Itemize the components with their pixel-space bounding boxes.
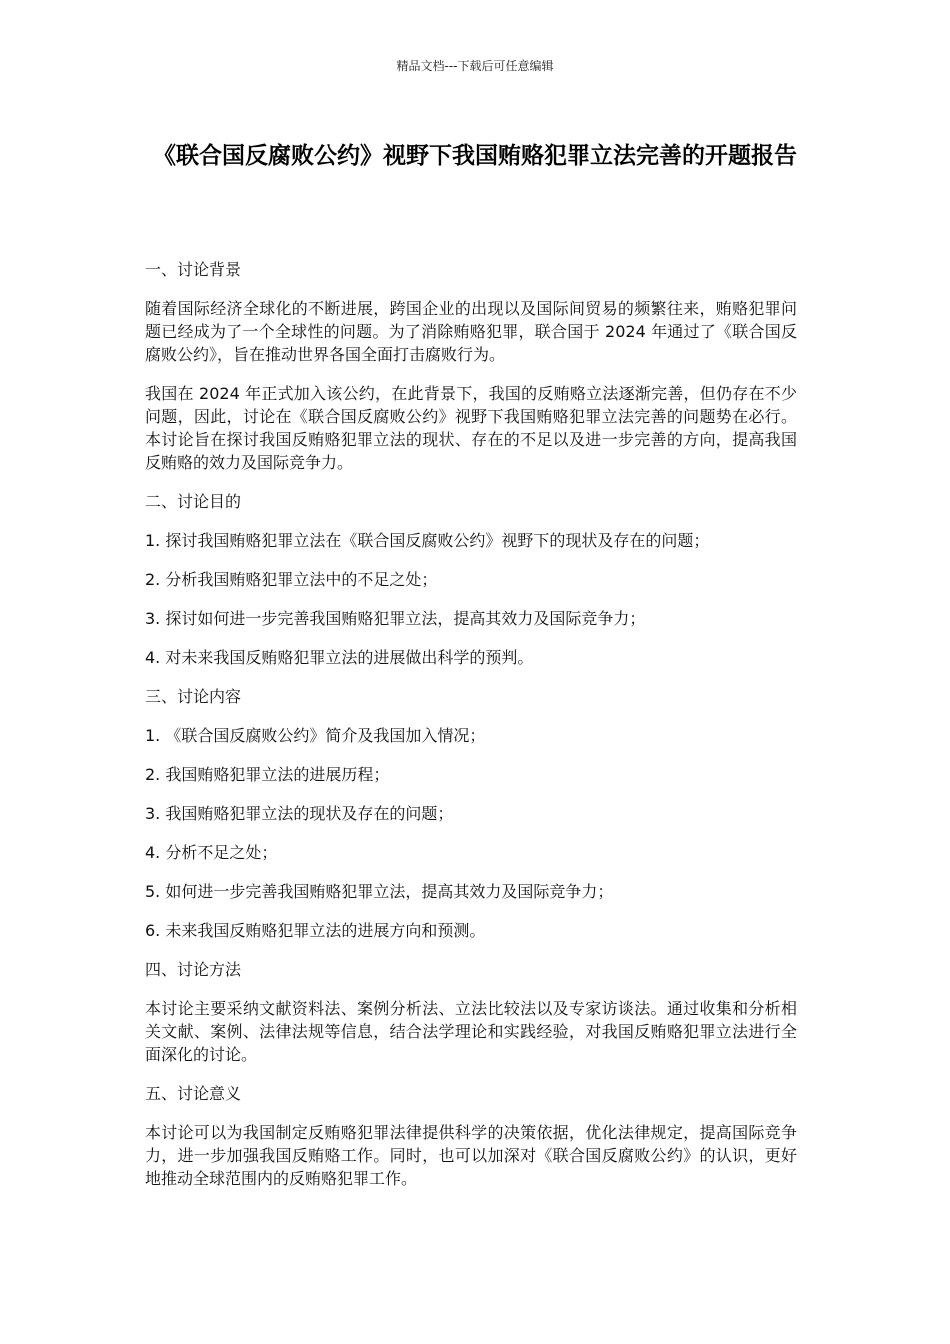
section-heading-purpose: 二、讨论目的 bbox=[145, 492, 242, 511]
purpose-item: 3. 探讨如何进一步完善我国贿赂犯罪立法，提高其效力及国际竞争力； bbox=[145, 609, 646, 628]
significance-paragraph: 本讨论可以为我国制定反贿赂犯罪法律提供科学的决策依据，优化法律规定，提高国际竞争力，进一步加强我国反贿赂工作。同时，也可以加深对《联合国反腐败公约》的认识，更好地推动全球范围内的反贿赂犯罪工作。 bbox=[145, 1123, 797, 1188]
background-paragraph-2: 我国在 2024 年正式加入该公约，在此背景下，我国的反贿赂立法逐渐完善，但仍存在不少问题，因此，讨论在《联合国反腐败公约》视野下我国贿赂犯罪立法完善的问题势在必行。本讨论旨在探讨我国反贿赂犯罪立法的现状、存在的不足以及进一步完善的方向，提高我国反贿赂的效力及国际竞争力。 bbox=[145, 384, 797, 472]
purpose-item: 4. 对未来我国反贿赂犯罪立法的进展做出科学的预判。 bbox=[145, 648, 534, 667]
section-heading-method: 四、讨论方法 bbox=[145, 960, 242, 979]
purpose-item: 2. 分析我国贿赂犯罪立法中的不足之处； bbox=[145, 570, 438, 589]
content-item: 5. 如何进一步完善我国贿赂犯罪立法，提高其效力及国际竞争力； bbox=[145, 882, 614, 901]
document-body bbox=[145, 258, 797, 1206]
content-item: 2. 我国贿赂犯罪立法的进展历程； bbox=[145, 765, 390, 784]
content-item: 1. 《联合国反腐败公约》简介及我国加入情况； bbox=[145, 726, 486, 745]
content-item: 6. 未来我国反贿赂犯罪立法的进展方向和预测。 bbox=[145, 921, 486, 940]
section-heading-content: 三、讨论内容 bbox=[145, 687, 242, 706]
content-item: 4. 分析不足之处； bbox=[145, 843, 278, 862]
header-note: 精品文档---下载后可任意编辑 bbox=[396, 59, 554, 73]
method-paragraph: 本讨论主要采纳文献资料法、案例分析法、立法比较法以及专家访谈法。通过收集和分析相关文献、案例、法律法规等信息，结合法学理论和实践经验，对我国反贿赂犯罪立法进行全面深化的讨论。 bbox=[145, 999, 797, 1064]
purpose-item: 1. 探讨我国贿赂犯罪立法在《联合国反腐败公约》视野下的现状及存在的问题； bbox=[145, 531, 710, 550]
page-title: 《联合国反腐败公约》视野下我国贿赂犯罪立法完善的开题报告 bbox=[153, 143, 797, 169]
section-heading-background: 一、讨论背景 bbox=[145, 260, 242, 279]
section-heading-significance: 五、讨论意义 bbox=[145, 1084, 242, 1103]
background-paragraph-1: 随着国际经济全球化的不断进展，跨国企业的出现以及国际间贸易的频繁往来，贿赂犯罪问题已经成为了一个全球性的问题。为了消除贿赂犯罪，联合国于 2024 年通过了《联合国反腐败公约》，旨在推动世界各国全面打击腐败行为。 bbox=[145, 299, 797, 364]
content-item: 3. 我国贿赂犯罪立法的现状及存在的问题； bbox=[145, 804, 454, 823]
